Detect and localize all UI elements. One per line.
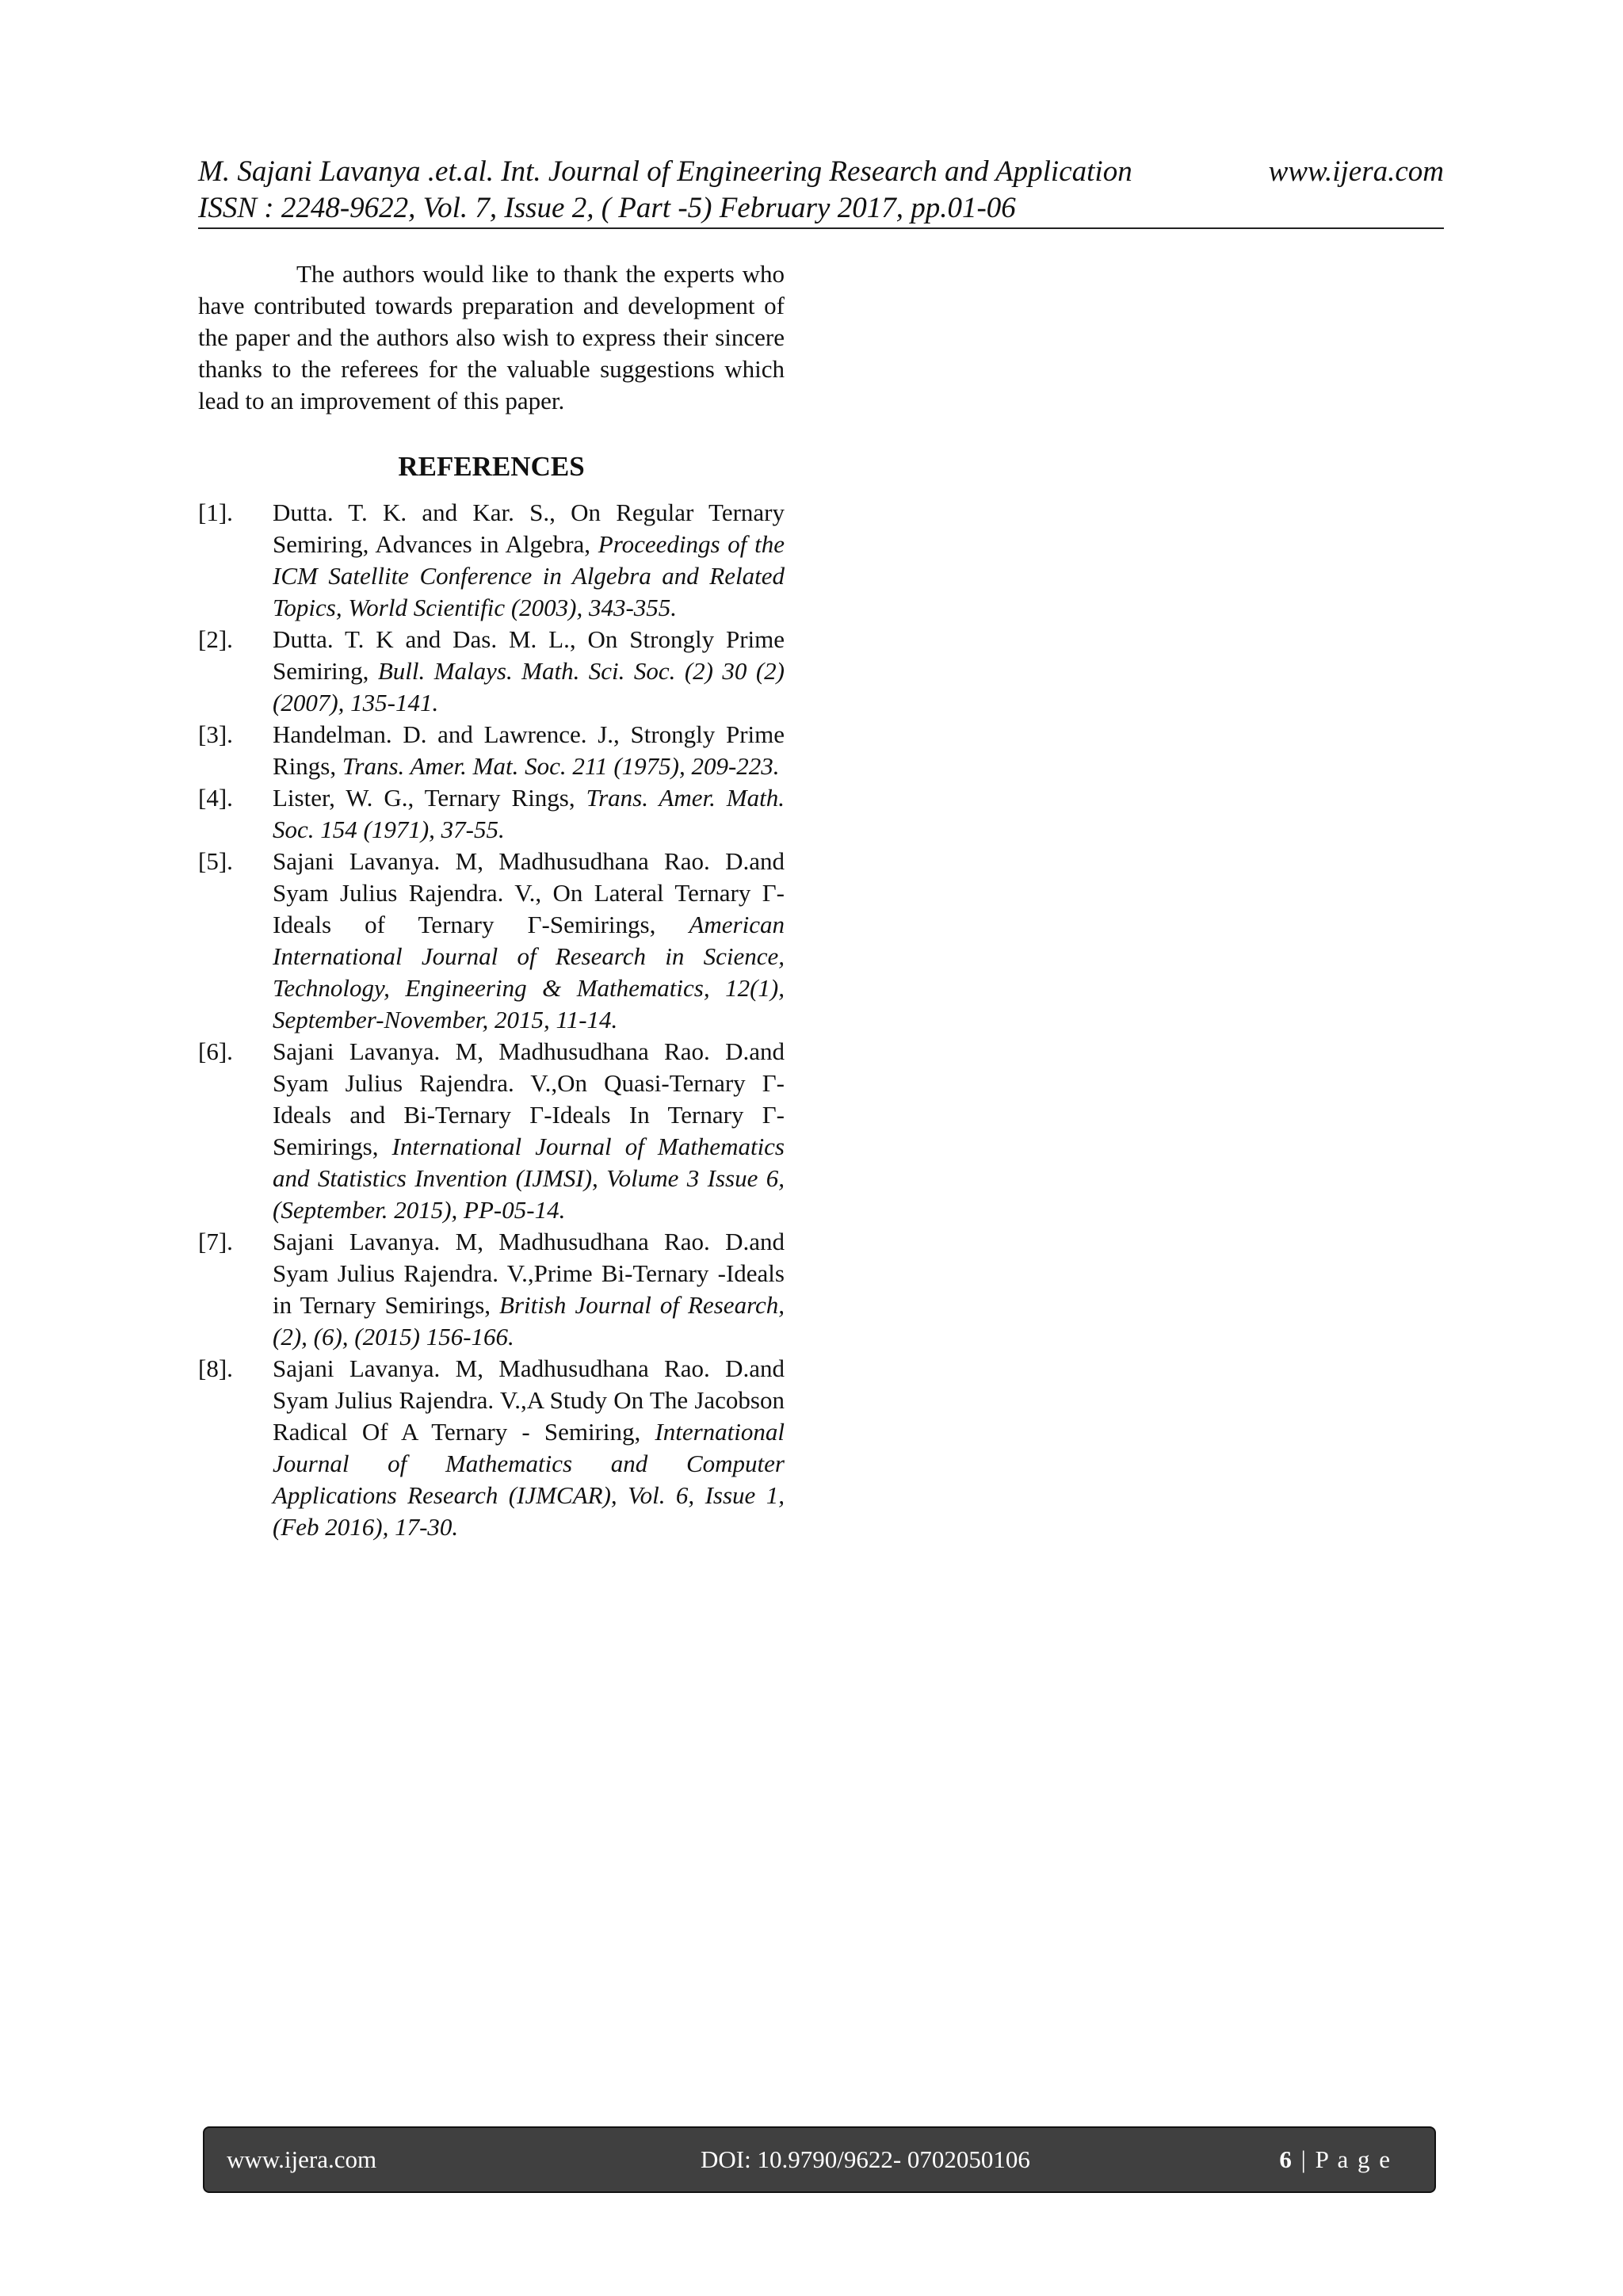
page-number: 6 bbox=[1279, 2145, 1293, 2173]
reference-authors-title: Sajani Lavanya. M, Madhusudhana Rao. D.and Syam Julius Rajendra. V.,On Quasi-Ternary Γ-Ideals and Bi-Ternary Γ-Ideals In Ternary Γ-Semirings, bbox=[273, 1037, 785, 1160]
reference-authors-title: Sajani Lavanya. M, Madhusudhana Rao. D.and Syam Julius Rajendra. V.,A Study On The Jacobson Radical Of A Ternary - Semiring, bbox=[273, 1354, 785, 1446]
header-row-1 bbox=[198, 154, 1444, 190]
reference-text bbox=[273, 497, 785, 624]
reference-source: Trans. Amer. Mat. Soc. 211 (1975), 209-223. bbox=[342, 752, 780, 780]
reference-item bbox=[198, 719, 785, 782]
reference-item bbox=[198, 782, 785, 846]
reference-list bbox=[198, 497, 785, 1543]
header-rule bbox=[198, 227, 1444, 229]
reference-number: [8]. bbox=[198, 1354, 233, 1382]
reference-source: Trans. Amer. Math. Soc. 154 (1971), 37-55. bbox=[273, 784, 785, 843]
reference-authors-title: Lister, W. G., Ternary Rings, bbox=[273, 784, 586, 812]
footer-doi: DOI: 10.9790/9622- 0702050106 bbox=[701, 2145, 1030, 2173]
reference-text bbox=[273, 1036, 785, 1226]
reference-text bbox=[273, 1353, 785, 1543]
reference-authors-title: Sajani Lavanya. M, Madhusudhana Rao. D.and Syam Julius Rajendra. V.,Prime Bi-Ternary -Ideals in Ternary Semirings, bbox=[273, 1228, 785, 1319]
reference-text bbox=[273, 846, 785, 1036]
reference-number: [2]. bbox=[198, 625, 233, 653]
reference-authors-title: Handelman. D. and Lawrence. J., Strongly Prime Rings, bbox=[273, 720, 785, 780]
reference-number: [4]. bbox=[198, 784, 233, 812]
left-column bbox=[198, 258, 785, 1543]
reference-item bbox=[198, 1036, 785, 1226]
running-header bbox=[198, 154, 1444, 227]
reference-number: [3]. bbox=[198, 720, 233, 748]
reference-source: Bull. Malays. Math. Sci. Soc. (2) 30 (2) (2007), 135-141. bbox=[273, 657, 785, 716]
page-footer bbox=[203, 2126, 1436, 2193]
reference-item bbox=[198, 1353, 785, 1543]
reference-source: International Journal of Mathematics and Statistics Invention (IJMSI), Volume 3 Issue 6, (September. 2015), PP-05-14. bbox=[273, 1133, 785, 1224]
reference-item bbox=[198, 846, 785, 1036]
reference-number: [7]. bbox=[198, 1228, 233, 1255]
header-issn: ISSN : 2248-9622, Vol. 7, Issue 2, ( Part -5) February 2017, pp.01-06 bbox=[198, 192, 1016, 224]
reference-authors-title: Sajani Lavanya. M, Madhusudhana Rao. D.and Syam Julius Rajendra. V., On Lateral Ternary Γ-Ideals of Ternary Γ-Semirings, bbox=[273, 847, 785, 938]
references-heading: REFERENCES bbox=[398, 451, 585, 482]
acknowledgement-paragraph: The authors would like to thank the experts who have contributed towards preparation and development of the paper and the authors also wish to express their sincere thanks to the referees for the valuable suggestions which lead to an improvement of this paper. bbox=[198, 260, 785, 415]
reference-source: International Journal of Mathematics and Computer Applications Research (IJMCAR), Vol. 6, Issue 1, (Feb 2016), 17-30. bbox=[273, 1418, 785, 1541]
page-label: | P a g e bbox=[1293, 2145, 1392, 2173]
reference-number: [1]. bbox=[198, 499, 233, 526]
reference-item bbox=[198, 1226, 785, 1353]
reference-item bbox=[198, 624, 785, 719]
reference-source: British Journal of Research, (2), (6), (2015) 156-166. bbox=[273, 1291, 785, 1350]
header-site: www.ijera.com bbox=[1268, 155, 1444, 188]
reference-source: American International Journal of Research in Science, Technology, Engineering & Mathematics, 12(1), September-November, 2015, 11-14. bbox=[273, 911, 785, 1033]
reference-text bbox=[273, 719, 785, 782]
reference-number: [5]. bbox=[198, 847, 233, 875]
reference-item bbox=[198, 497, 785, 624]
reference-text bbox=[273, 782, 785, 846]
reference-number: [6]. bbox=[198, 1037, 233, 1065]
reference-text bbox=[273, 624, 785, 719]
footer-page bbox=[1279, 2145, 1392, 2174]
reference-authors-title: Dutta. T. K and Das. M. L., On Strongly Prime Semiring, bbox=[273, 625, 785, 685]
header-citation: M. Sajani Lavanya .et.al. Int. Journal of Engineering Research and Application bbox=[198, 155, 1132, 188]
reference-authors-title: Dutta. T. K. and Kar. S., On Regular Ternary Semiring, Advances in Algebra, bbox=[273, 499, 785, 558]
reference-source: Proceedings of the ICM Satellite Conference in Algebra and Related Topics, World Scientific (2003), 343-355. bbox=[273, 530, 785, 621]
reference-text bbox=[273, 1226, 785, 1353]
footer-site: www.ijera.com bbox=[227, 2145, 377, 2173]
